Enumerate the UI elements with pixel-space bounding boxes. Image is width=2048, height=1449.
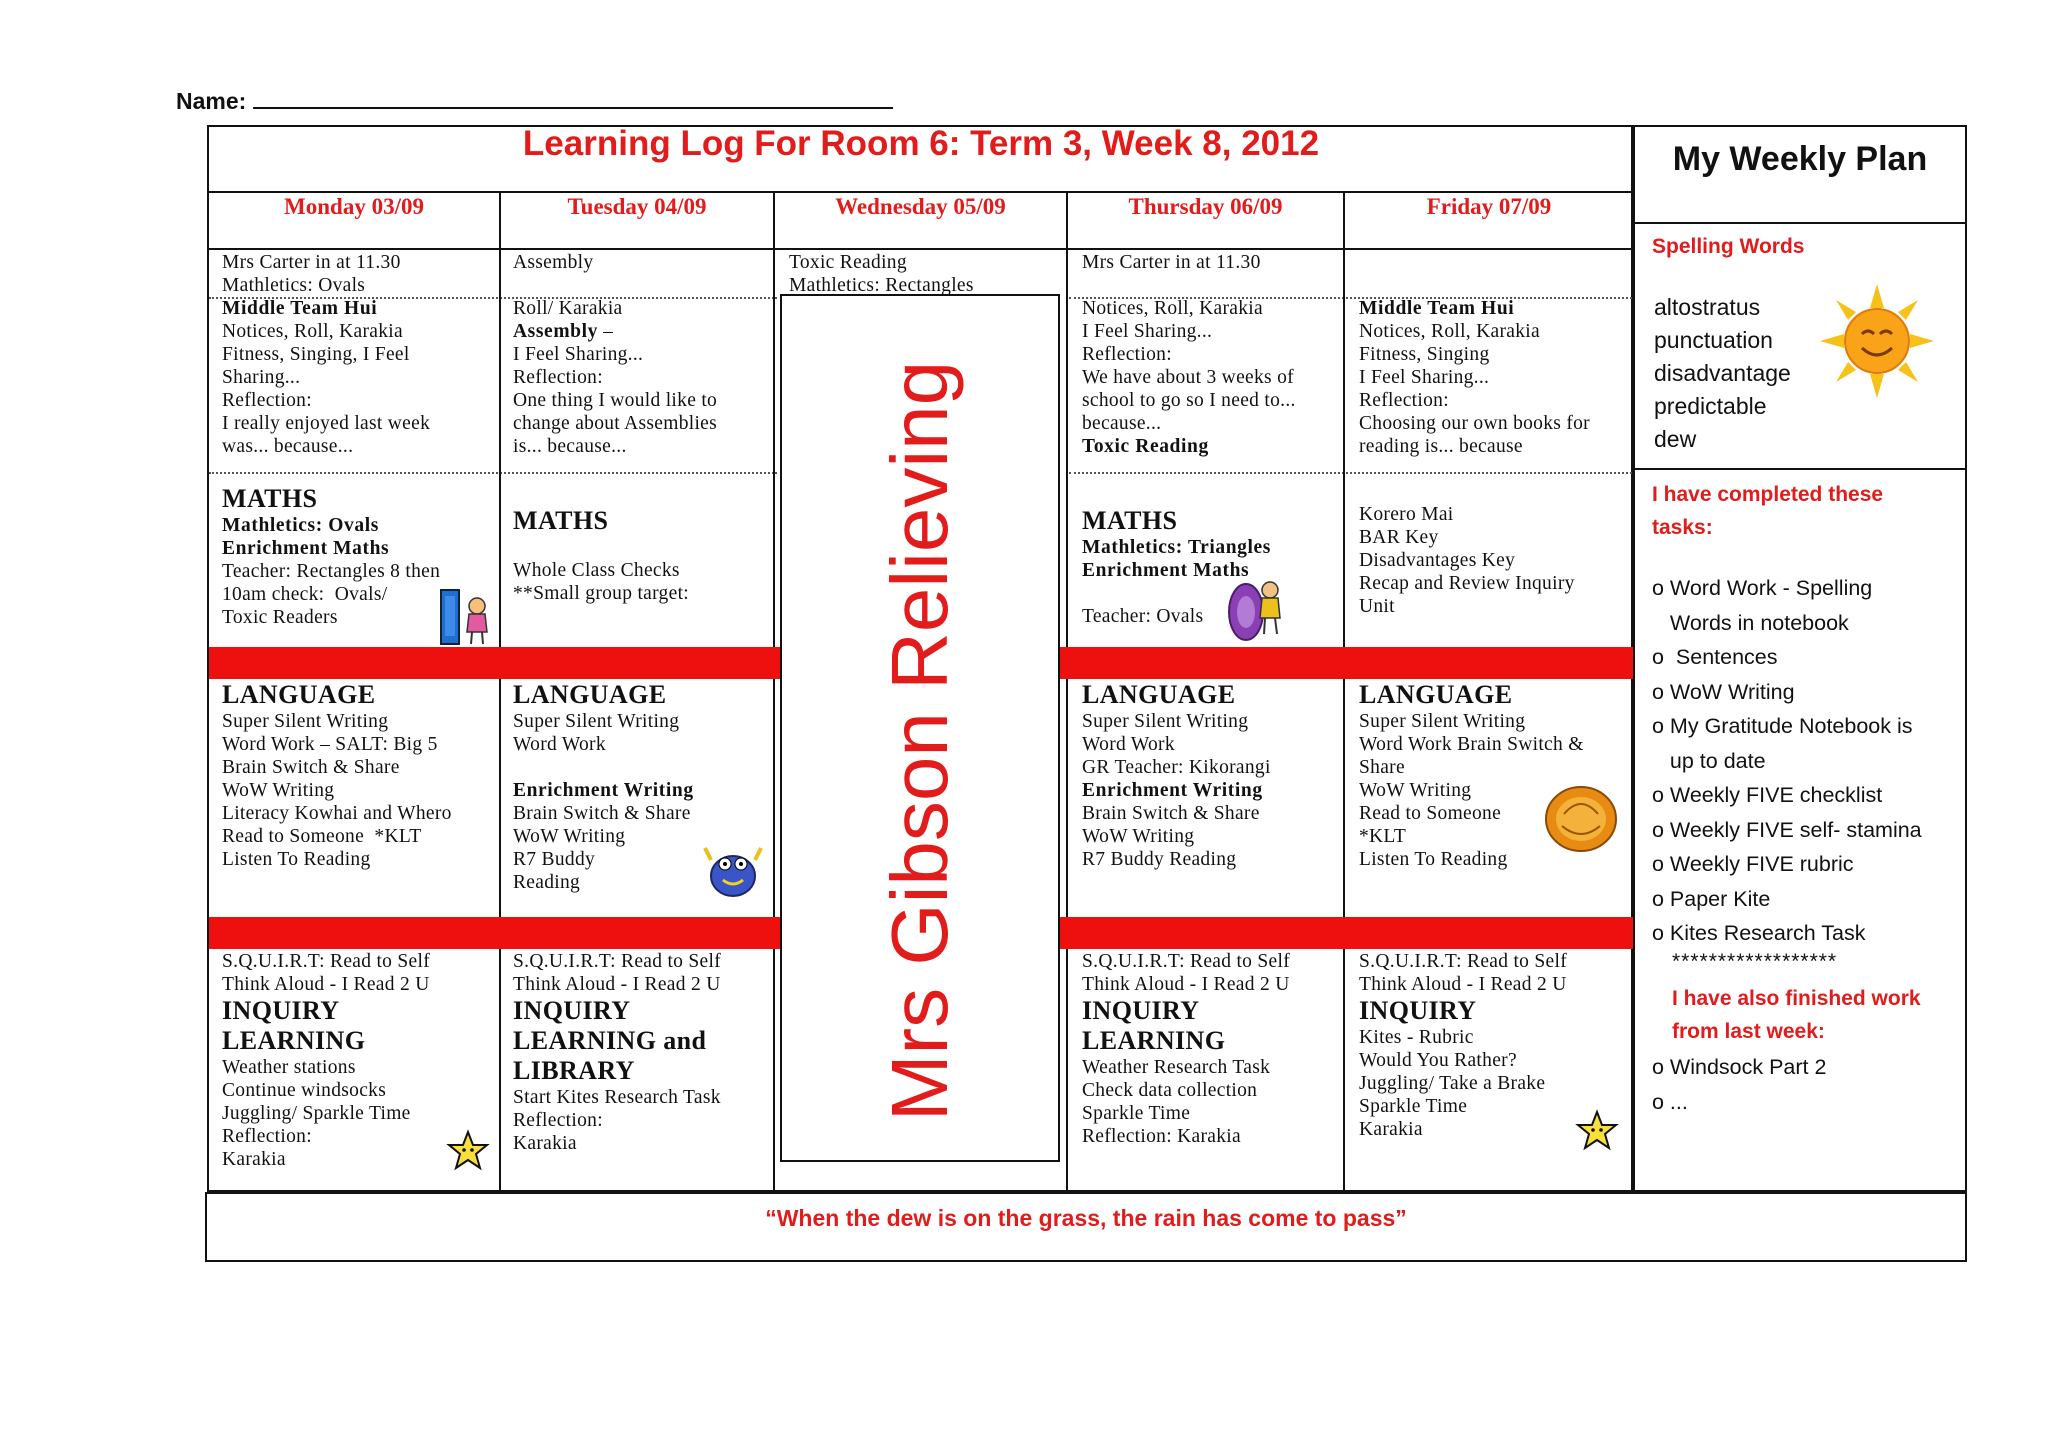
name-label: Name: bbox=[176, 88, 253, 114]
task-item[interactable]: o My Gratitude Notebook is bbox=[1652, 714, 1913, 738]
tuesday-assembly: Roll/ Karakia Assembly – I Feel Sharing... Reflection: One thing I would like to change about Assemblies is... because... bbox=[513, 298, 718, 457]
quote-text: “When the dew is on the grass, the rain has come to pass” bbox=[765, 1205, 1407, 1231]
name-underline bbox=[253, 107, 893, 109]
page-title: Learning Log For Room 6: Term 3, Week 8, 2012 bbox=[522, 124, 1320, 163]
day-monday: Monday 03/09 bbox=[284, 194, 424, 219]
task-item[interactable]: o Paper Kite bbox=[1652, 886, 1771, 911]
tuesday-inquiry: S.Q.U.I.R.T: Read to Self Think Aloud - I Read 2 U INQUIRY LEARNING and LIBRARY Start Kites Research Task Reflection: Karakia bbox=[513, 951, 722, 1154]
red-separator bbox=[1059, 917, 1633, 949]
red-separator bbox=[209, 647, 780, 679]
task-item[interactable]: o WoW Writing bbox=[1652, 679, 1795, 704]
tuesday-maths: MATHS Whole Class Checks **Small group target: bbox=[513, 506, 690, 604]
task-item[interactable]: o Weekly FIVE self- stamina bbox=[1652, 817, 1922, 842]
task-item[interactable]: o Weekly FIVE checklist bbox=[1652, 783, 1883, 807]
column-divider bbox=[499, 191, 501, 1192]
finished-list bbox=[1652, 1050, 1826, 1119]
row-divider bbox=[1069, 472, 1632, 474]
day-header-divider bbox=[207, 248, 1633, 250]
task-checklist bbox=[1652, 571, 1922, 951]
thursday-inquiry: S.Q.U.I.R.T: Read to Self Think Aloud - I Read 2 U INQUIRY LEARNING Weather Research Task Check data collection Sparkle Time Reflection: Karakia bbox=[1082, 951, 1291, 1147]
tuesday-morning: Assembly bbox=[513, 252, 594, 273]
spelling-words-list bbox=[1654, 291, 1791, 456]
task-item[interactable]: o Kites Research Task bbox=[1652, 921, 1866, 945]
monday-hui: Middle Team Hui Notices, Roll, Karakia Fitness, Singing, I Feel Sharing... Reflection: I really enjoyed last week was... because... bbox=[222, 298, 431, 457]
day-friday: Friday 07/09 bbox=[1426, 194, 1552, 219]
thursday-language: LANGUAGE Super Silent Writing Word Work GR Teacher: Kikorangi Enrichment Writing Brain Switch & Share WoW Writing R7 Buddy Reading bbox=[1082, 680, 1271, 870]
spelling-word: altostratus bbox=[1654, 294, 1761, 320]
sidebar-divider bbox=[1633, 222, 1967, 224]
girl-mirror-icon bbox=[437, 588, 493, 646]
name-field[interactable] bbox=[176, 88, 893, 115]
friday-inquiry: S.Q.U.I.R.T: Read to Self Think Aloud - I Read 2 U INQUIRY Kites - Rubric Would You Rather? Juggling/ Take a Brake Sparkle Time Karakia bbox=[1359, 951, 1568, 1140]
star-icon bbox=[1574, 1108, 1620, 1154]
day-thursday: Thursday 06/09 bbox=[1128, 194, 1283, 219]
spelling-word: disadvantage bbox=[1654, 360, 1791, 386]
red-separator bbox=[1059, 647, 1633, 679]
tasks-label: I have completed these tasks: bbox=[1652, 483, 1884, 539]
thursday-maths: MATHS Mathletics: Triangles Enrichment Maths Teacher: Ovals bbox=[1082, 506, 1271, 627]
friday-language: LANGUAGE Super Silent Writing Word Work Brain Switch & Share WoW Writing Read to Someone *KLT Listen To Reading bbox=[1359, 680, 1584, 870]
orange-ball-icon bbox=[1542, 784, 1620, 854]
red-separator bbox=[209, 917, 780, 949]
day-wednesday: Wednesday 05/09 bbox=[835, 194, 1006, 219]
thursday-morning: Mrs Carter in at 11.30 bbox=[1082, 252, 1261, 273]
column-divider bbox=[1066, 191, 1068, 1192]
boy-shield-icon bbox=[1224, 576, 1288, 644]
monday-maths: MATHS Mathletics: Ovals Enrichment Maths Teacher: Rectangles 8 then 10am check: Ovals/ Toxic Readers bbox=[222, 484, 441, 628]
blue-monster-icon bbox=[701, 842, 765, 900]
weekly-plan-title: My Weekly Plan bbox=[1672, 140, 1928, 178]
spelling-word: punctuation bbox=[1654, 327, 1773, 353]
finished-label: I have also finished work from last week: bbox=[1672, 987, 1921, 1043]
day-tuesday: Tuesday 04/09 bbox=[567, 194, 707, 219]
spelling-word: dew bbox=[1654, 426, 1697, 452]
task-item[interactable]: o Sentences bbox=[1652, 645, 1778, 669]
relief-teacher-label: Mrs Gibson Relieving bbox=[875, 360, 964, 1122]
star-icon bbox=[445, 1128, 491, 1174]
spelling-word: predictable bbox=[1654, 393, 1767, 419]
monday-language: LANGUAGE Super Silent Writing Word Work – SALT: Big 5 Brain Switch & Share WoW Writing Literacy Kowhai and Whero Read to Someone *KLT Listen To Reading bbox=[222, 680, 452, 870]
title-divider bbox=[207, 191, 1633, 193]
monday-inquiry: S.Q.U.I.R.T: Read to Self Think Aloud - I Read 2 U INQUIRY LEARNING Weather stations Continue windsocks Juggling/ Sparkle Time Reflection: Karakia bbox=[222, 951, 431, 1170]
sidebar-divider bbox=[1633, 468, 1967, 470]
thursday-notices: Notices, Roll, Karakia I Feel Sharing... Reflection: We have about 3 weeks of school to go so I need to... because... Toxic Reading bbox=[1082, 298, 1296, 457]
wednesday-morning: Toxic Reading Mathletics: Rectangles bbox=[789, 252, 974, 296]
spelling-label: Spelling Words bbox=[1652, 235, 1805, 258]
task-item[interactable]: o Weekly FIVE rubric bbox=[1652, 852, 1854, 876]
task-item[interactable]: o Word Work - Spelling bbox=[1652, 576, 1873, 600]
column-divider bbox=[1343, 191, 1345, 1192]
row-divider bbox=[209, 472, 777, 474]
monday-morning: Mrs Carter in at 11.30 Mathletics: Ovals bbox=[222, 252, 401, 296]
task-item: Words in notebook bbox=[1652, 610, 1849, 635]
sun-icon bbox=[1818, 282, 1936, 400]
stars-divider: ****************** bbox=[1672, 950, 1838, 973]
tuesday-language: LANGUAGE Super Silent Writing Word Work Enrichment Writing Brain Switch & Share WoW Writing R7 Buddy Reading bbox=[513, 680, 694, 893]
column-divider bbox=[773, 191, 775, 1192]
friday-korero: Korero Mai BAR Key Disadvantages Key Recap and Review Inquiry Unit bbox=[1359, 504, 1575, 617]
finished-item[interactable]: o Windsock Part 2 bbox=[1652, 1055, 1827, 1079]
friday-hui: Middle Team Hui Notices, Roll, Karakia Fitness, Singing I Feel Sharing... Reflection: Choosing our own books for reading is... because bbox=[1359, 298, 1590, 457]
finished-item[interactable]: o ... bbox=[1652, 1089, 1688, 1114]
task-item: up to date bbox=[1652, 748, 1766, 773]
